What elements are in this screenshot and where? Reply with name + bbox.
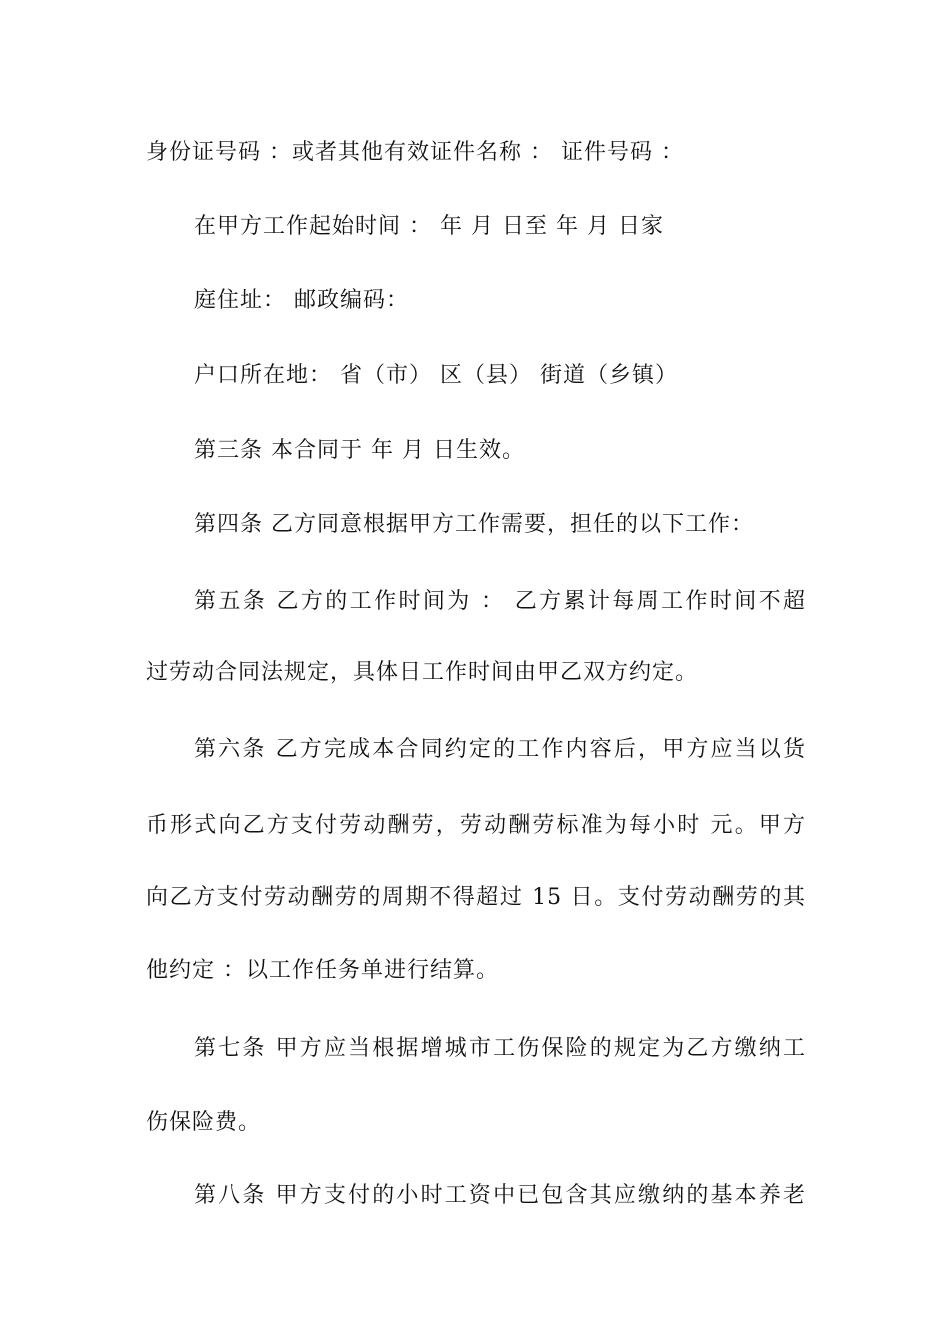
text-line-article-5: 第五条 乙方的工作时间为 ： 乙方累计每周工作时间不超	[194, 589, 806, 614]
text-line-article-5-cont: 过劳动合同法规定，具体日工作时间由甲乙双方约定。	[146, 660, 699, 685]
text-line-article-4: 第四条 乙方同意根据甲方工作需要，担任的以下工作：	[194, 512, 754, 537]
text-line-article-3: 第三条 本合同于 年 月 日生效。	[194, 438, 525, 463]
text-line-article-7: 第七条 甲方应当根据增城市工伤保险的规定为乙方缴纳工	[194, 1036, 806, 1061]
text-line-article-6: 第六条 乙方完成本合同约定的工作内容后，甲方应当以货	[194, 737, 806, 762]
text-line-article-6-cont-2: 向乙方支付劳动酬劳的周期不得超过 15 日。支付劳动酬劳的其	[146, 885, 806, 910]
text-line-id-number: 身份证号码 ：或者其他有效证件名称 ： 证件号码 ：	[146, 140, 684, 165]
text-line-article-6-cont-1: 币形式向乙方支付劳动酬劳，劳动酬劳标准为每小时 元。甲方	[146, 813, 806, 838]
text-line-work-start-time: 在甲方工作起始时间 ： 年 月 日至 年 月 日家	[194, 214, 664, 239]
text-line-household-registration: 户口所在地： 省（市） 区（县） 街道（乡镇）	[194, 363, 678, 388]
text-line-article-8: 第八条 甲方支付的小时工资中已包含其应缴纳的基本养老	[194, 1183, 806, 1208]
text-line-article-7-cont: 伤保险费。	[146, 1110, 262, 1135]
text-line-article-6-cont-3: 他约定 ：以工作任务单进行结算。	[146, 958, 499, 983]
text-line-home-address: 庭住址： 邮政编码：	[194, 288, 409, 313]
